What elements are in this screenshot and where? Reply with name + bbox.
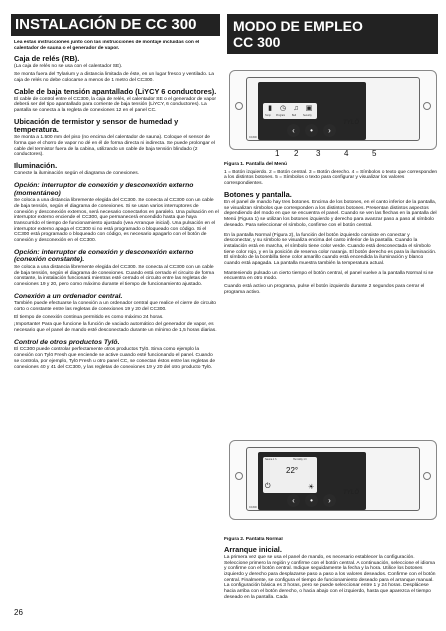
central-computer-heading: Conexión a un ordenador central.: [14, 292, 123, 300]
thermometer-icon: ▮: [268, 105, 272, 112]
other-products-text: El CC300 puede controlar perfectamente otros productos Tylö. Sirva como ejemplo la conexión con Tylö Fresh que enciende se active cuando esté funcionando el panel. Cuando se controla, por ejemplo, Tylö Fresh u otro panel CC, se conectan éstos entre las regletas de conexiones 40 y 41 del CC300, y las regletas de conexiones 19 y 20 del otro producto Tylö.: [14, 347, 216, 370]
model-label: CC300: [249, 136, 257, 139]
normal-screen-face: [263, 457, 317, 493]
right-button[interactable]: ›: [323, 494, 336, 507]
constant-switch-heading: Opción: interruptor de conexión y desconexión externo (conexión constante).: [14, 248, 194, 264]
operation-title-line1: MODO DE EMPLEO: [233, 18, 363, 34]
cable-heading: Cable de baja tensión apantallado (LiYCY 6 conductores).: [14, 86, 217, 96]
buttons-text-3: Manteniendo pulsado un cierto tiempo el botón central, el panel vuelve a la pantalla Normal si se encuentra en otro modo.: [224, 270, 434, 282]
momentary-switch-heading: Opción: interruptor de conexión y desconexión externo (momentáneo): [14, 181, 194, 197]
right-button[interactable]: ›: [323, 124, 336, 137]
sensor-heading: Ubicación de termistor y sensor de humedad y temperatura.: [14, 116, 179, 135]
constant-switch-text: Se coloca a una distancia libremente elegida del CC300. Se conecta al CC300 con un cable de baja tensión, según el diagrama de conexiones. Cuando está cerrado el circuito de forma constante, la instalación funcionará mientras esté cerrado el circuito entre las regletas de conexiones 19 y 20, pero como máximo durante el tiempo de funcionamiento ajustado.: [14, 264, 215, 288]
menu-symbols: [263, 103, 317, 119]
callout-3: 3: [316, 149, 321, 158]
menu-label-security: Security: [303, 114, 312, 117]
startup-heading: Arranque inicial.: [224, 544, 282, 554]
temperature-readout: 22°: [286, 466, 299, 475]
status-right: Humidity 1 h: [293, 458, 307, 461]
left-button[interactable]: ‹: [287, 124, 300, 137]
figure1-caption-text: 1 = Botón izquierdo. 2 = Botón central. 3 = Botón derecho. 4 = Símbolos o texto que corresponden a los distintos botones. 5 = Símbolos o texto para configurar y visualizar los valores correspondientes.: [224, 169, 438, 187]
operation-title-line2: CC 300: [233, 34, 281, 50]
central-computer-text: También puede efectuarse la conexión a un ordenador central que realice el cierre de circuito corto o constante entre las regletas de conexiones 19 y 20 del CC300.: [14, 301, 216, 313]
callout-1: 1: [275, 149, 280, 158]
screw-icon: [423, 102, 431, 110]
relay-box-heading: Caja de relés (RB).: [14, 54, 80, 64]
callout-4: 4: [344, 149, 349, 158]
buttons-heading: Botones y pantalla.: [224, 189, 292, 199]
lock-icon: ▣: [305, 105, 313, 112]
startup-column: [224, 537, 438, 631]
buttons-text-4: Cuando está activo un programa, pulse el botón izquierdo durante 2 segundos para cerrar el programa activo.: [224, 284, 425, 295]
momentary-switch-text: Se coloca a una distancia libremente elegida del CC300. Se conecta al CC300 con un cable de baja tensión, según el diagrama de conexiones. Si se usan varios interruptores de conexión y desconexión externos, será necesario conectarlos en paralelo. Una pulsación en el interruptor externo enciende el CC300, que permanecerá encendido hasta que haya transcurrido el tiempo de funcionamiento ajustado (vea Arranque inicial). Una pulsación en el interruptor externo apaga el CC300 si no está programado o bloqueado con código. Si el CC300 está programado o bloqueado con código, es necesario apagarlo con el botón de conexión y desconexión en el CC300.: [14, 198, 219, 244]
left-button[interactable]: ‹: [287, 494, 300, 507]
screw-icon: [235, 102, 243, 110]
startup-text: La primera vez que se usa el panel de mando, es necesario establecer la configuración. Seleccione primero la región y confirme con el botón central. A continuación, seleccione el idioma y confirme con el botón central. Indique seguidamente la fecha y la hora. Utilice los botones izquierdo y derecho para desplazarse paso a paso a los valores deseados. Confirme con el botón central. Finalmente, se configura el tiempo de funcionamiento deseado para el arranque manual. La configuración básica es 3 horas, pero se puede seleccionar entre 1 y 24 horas. Desplácese hacia arriba con el botón derecho, o hacia abajo con el izquierdo, hasta que aparezca el tiempo deseado en la pantalla. Cada: [224, 554, 436, 600]
important-note: ¡Importante! Para que funcione la función de vaciado automático del generador de vapor, es necesario que el panel de mando esté desconectado durante un mínimo de 1,5 horas diarias.: [14, 322, 217, 334]
cable-text: El cable de control entre el CC300, la caja de relés, el calentador SE o el generador de vapor deberá ser del tipo apantallado para corriente de baja tensión (LiYCY, 6 conductores). La pantalla se conecta a la regleta de conexiones 12 en el panel CC.: [14, 96, 216, 114]
lighting-text: Conecte la iluminación según el diagrama de conexiones.: [14, 171, 140, 177]
callout-2: 2: [294, 149, 299, 158]
brand-logo: TYLÖ: [343, 490, 359, 496]
buttons-text-1: En el panel de mando hay tres botones. Encima de los botones, en el canto inferior de la pantalla, se visualizan símbolos que corresponden a los distintos botones. Presentan distintos aspectos dependiendo del modo en que se encuentra el panel. Cuando se ven las flechas en la pantalla del Menú (Figura 1) se utilizan los botones izquierdo y derecho para avanzar paso a paso al símbolo deseado. Para seleccionar el símbolo, confirme con el botón central.: [224, 200, 437, 228]
figure1-caption-title: Figura 1. Pantalla del Menú: [224, 162, 288, 167]
menu-label-bell: Bell: [292, 114, 296, 117]
menu-label-program: Program: [276, 114, 286, 117]
other-products-heading: Control de otros productos Tylö.: [14, 338, 120, 346]
relay-box-note: (La caja de relés no se usa con el calentador SE).: [14, 64, 123, 70]
center-button[interactable]: •: [305, 124, 318, 137]
clock-icon: ◷: [279, 105, 287, 112]
status-left: Sauna 1 h: [265, 458, 277, 461]
operation-column: [224, 160, 438, 445]
lighting-heading: Iluminación.: [14, 161, 58, 171]
callout-5: 5: [372, 149, 377, 158]
bell-icon: ♫: [293, 105, 299, 112]
brand-logo: TYLÖ: [343, 120, 359, 126]
center-button[interactable]: •: [305, 494, 318, 507]
intro-text: Lea estas instrucciones junto con las instrucciones de montaje incluidas con el calentador de sauna o el generador de vapor.: [14, 40, 200, 51]
model-label: CC300: [249, 506, 257, 509]
sensor-text: Se monta a 1.500 mm del piso (no encima del calentador de sauna). Coloque el sensor de forma que el chorro de vapor no dé en él de forma directa ni indirecta. Se puede prolongar el cable del termistor fuera de la cabina, utilizando un cable de baja tensión blindado (2 conductores).: [14, 135, 215, 158]
menu-label-temp: Temp: [265, 114, 271, 117]
operation-title: [227, 14, 438, 54]
page-number: 26: [14, 608, 23, 617]
bulb-icon: ☀: [308, 484, 315, 491]
central-computer-limit: El tiempo de conexión continua permitido es como máximo 24 horas.: [14, 314, 164, 320]
installation-title: INSTALACIÓN DE CC 300: [11, 14, 220, 36]
figure2-caption-title: Figura 2. Pantalla Normal: [224, 537, 283, 542]
power-icon: ⏻: [265, 483, 271, 490]
relay-box-text: Se monta fuera del Tylarium y a distancia limitada de éste, en un lugar fresco y ventilado. La caja de relés no debe colocarse a menos de 1 metro del CC300.: [14, 72, 214, 83]
screw-icon: [423, 472, 431, 480]
buttons-text-2: En la pantalla Normal (Figura 2), la función del botón izquierdo consiste en conectar y desconectar, y su símbolo se visualiza encima del canto inferior de la pantalla. Cuando la instalación está en marcha, el símbolo tiene color verde. Cuando está desconectada el símbolo tiene color rojo, y en la posición de reserva color naranja. El botón derecho es para la iluminación. El símbolo de la bombilla tiene color amarillo cuando está encendida la iluminación y blanco cuando está apagada. La pantalla muestra también la temperatura actual.: [224, 232, 437, 267]
screw-icon: [235, 472, 243, 480]
installation-column: [14, 40, 219, 372]
